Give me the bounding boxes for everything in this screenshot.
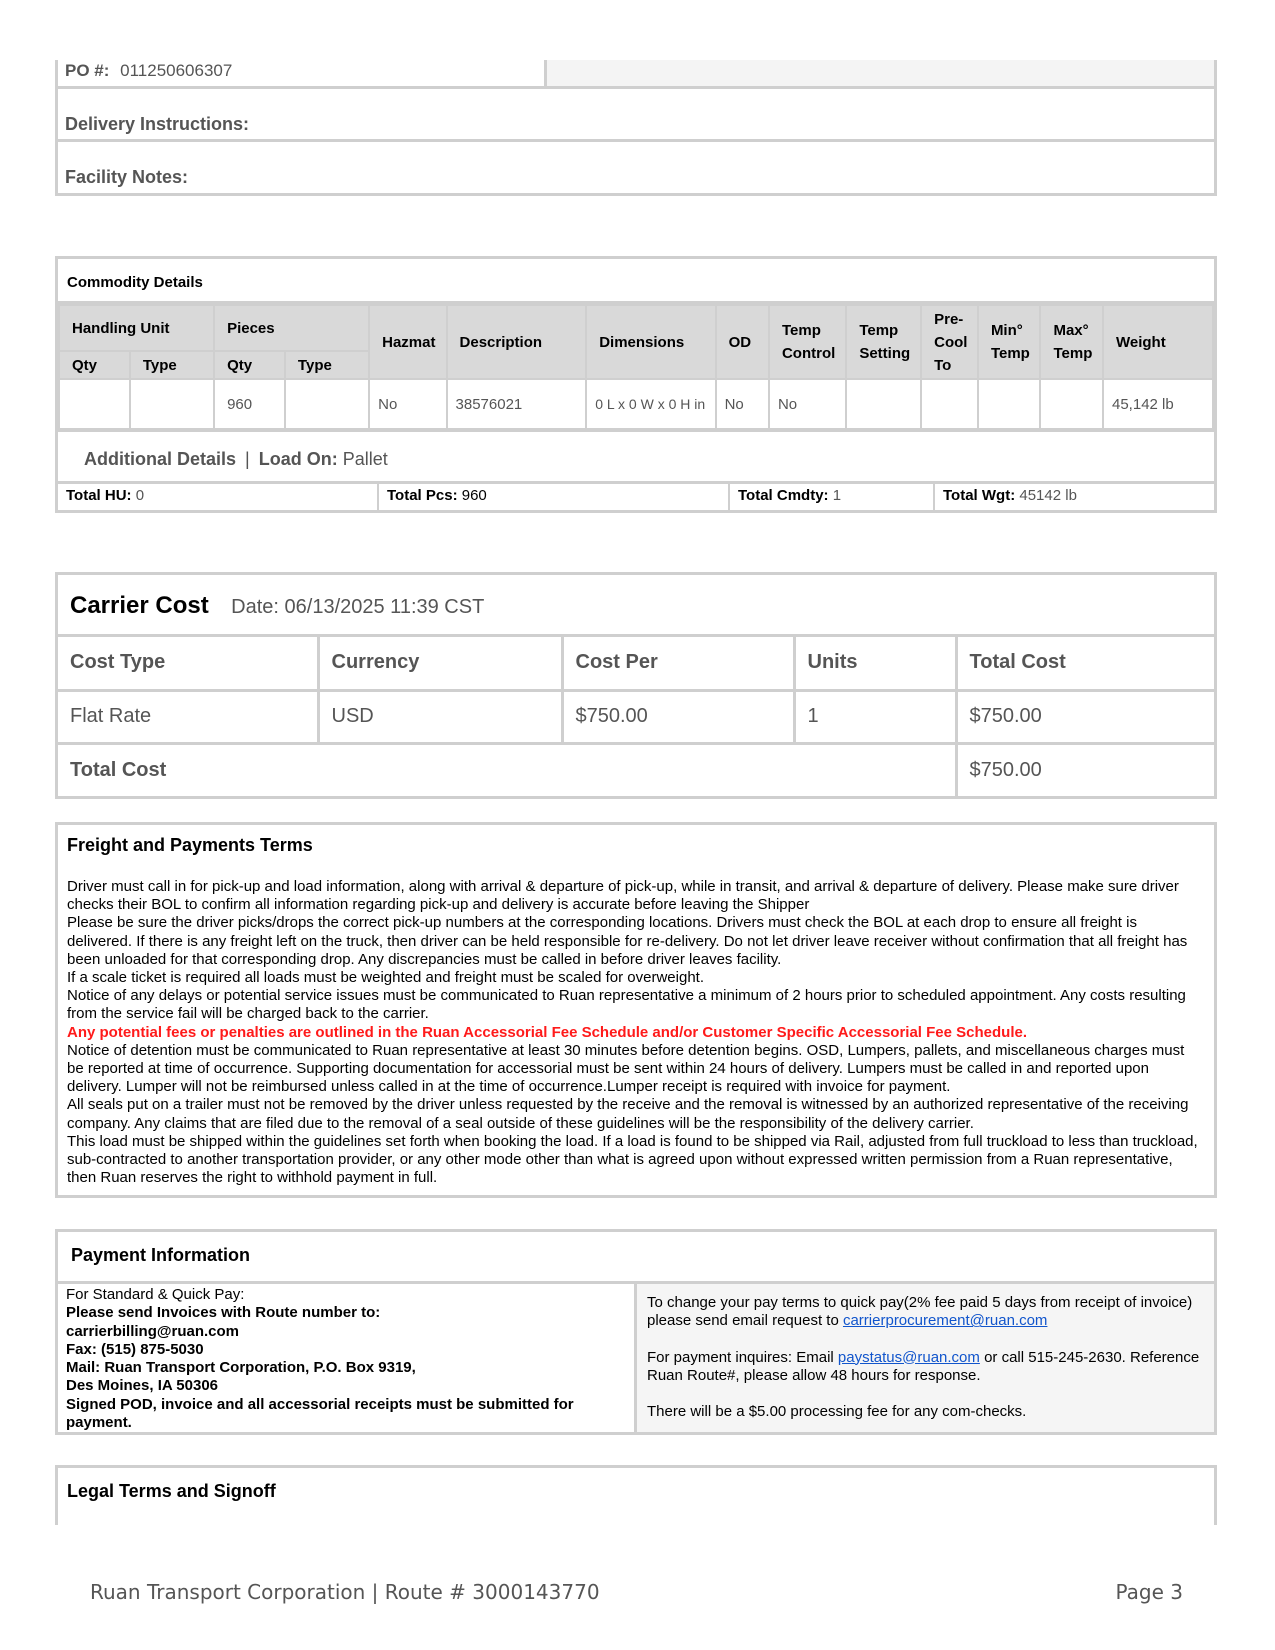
cell-pre-cool [921, 379, 978, 429]
billing-mail-line-1: Mail: Ruan Transport Corporation, P.O. Box 9319, [66, 1359, 416, 1377]
total-hu-value: 0 [135, 487, 145, 504]
payment-title: Payment Information [58, 1232, 1214, 1284]
table-row [58, 690, 1214, 743]
additional-details-label: Additional Details [84, 449, 237, 469]
header-pre-cool: Pre-Cool To [921, 305, 978, 379]
total-wgt-value: 45142 lb [1019, 487, 1077, 504]
header-hu-qty: Qty [59, 351, 130, 379]
cost-cell-cost-per: $750.00 [562, 690, 794, 743]
cell-hu-qty [59, 379, 130, 429]
total-wgt [935, 484, 1214, 510]
pay-requirement: Signed POD, invoice and all accessorial receipts must be submitted for payment. [66, 1395, 574, 1432]
header-min-temp: Min° Temp [978, 305, 1041, 379]
header-handling-unit: Handling Unit [59, 305, 214, 351]
cell-description: 38576021 [447, 379, 587, 429]
terms-paragraph: If a scale ticket is required all loads must be weighted and freight must be scaled for overweight. [67, 969, 704, 987]
cell-od: No [716, 379, 769, 429]
total-pcs-value: 960 [461, 487, 487, 504]
pay-line: For Standard & Quick Pay: [66, 1286, 245, 1303]
commodity-table [58, 304, 1214, 430]
terms-paragraph: Please be sure the driver picks/drops the correct pick-up numbers at the corresponding locations. Drivers must check the BOL at each drop to ensure all freight is delivered. If there is any freight left on the truck, then driver can be held responsible for re-delivery. Do not let driver leave receiver without confirmation that all freight has been unloaded for that corresponding drop. Any discrepancies must be called in before driver leaves facility. [67, 914, 1188, 968]
total-wgt-label: Total Wgt: [943, 487, 1016, 504]
total-hu-label: Total HU: [66, 487, 132, 504]
cell-pc-qty: 960 [214, 379, 285, 429]
cell-hu-type [130, 379, 214, 429]
payment-information-section [55, 1229, 1217, 1435]
cost-cell-total-cost: $750.00 [956, 690, 1214, 743]
cost-total-value: $750.00 [956, 743, 1214, 796]
payment-invoice-instructions [58, 1284, 637, 1432]
payment-inquiry-info [647, 1349, 1206, 1386]
payment-contact-info [637, 1284, 1214, 1432]
additional-details-separator: | [245, 449, 250, 469]
header-hazmat: Hazmat [369, 305, 446, 379]
billing-fax: Fax: (515) 875-5030 [66, 1340, 204, 1358]
header-pc-type: Type [285, 351, 369, 379]
delivery-instructions-label: Delivery Instructions: [65, 114, 250, 134]
carrier-cost-title: Carrier Cost [70, 592, 209, 619]
cell-max-temp [1040, 379, 1103, 429]
legal-terms-section [55, 1465, 1217, 1525]
total-cmdty-label: Total Cmdty: [738, 487, 829, 504]
cell-weight: 45,142 lb [1103, 379, 1213, 429]
billing-mail-line-2: Des Moines, IA 50306 [66, 1377, 219, 1395]
header-od: OD [716, 305, 769, 379]
terms-paragraph: All seals put on a trailer must not be removed by the driver unless requested by the receive and the removal is witnessed by an authorized representative of the receiving company. Any claims that are filed due to the removal of a seal outside of these guidelines will be the responsibility of the delivery carrier. [67, 1096, 1189, 1132]
po-row [58, 60, 1214, 89]
additional-details-row [58, 430, 1214, 484]
load-on-value: Pallet [342, 449, 388, 469]
header-temp-control: Temp Control [769, 305, 846, 379]
po-cell [58, 60, 544, 86]
carrier-cost-date: Date: 06/13/2025 11:39 CST [231, 596, 485, 618]
facility-notes-label: Facility Notes: [65, 167, 189, 187]
carrier-cost-table [58, 637, 1214, 796]
load-on-label: Load On: [258, 449, 338, 469]
quick-pay-info [647, 1294, 1206, 1331]
paystatus-email-link[interactable]: paystatus@ruan.com [837, 1348, 980, 1366]
total-hu [58, 484, 379, 510]
cost-header-units: Units [794, 637, 956, 690]
delivery-instructions-row [58, 89, 1214, 142]
cell-hazmat: No [369, 379, 446, 429]
total-pcs-label: Total Pcs: [387, 487, 458, 504]
cost-total-label: Total Cost [58, 743, 956, 796]
total-cmdty-value: 1 [832, 487, 842, 504]
carrier-cost-header [58, 575, 1214, 637]
cost-cell-currency: USD [318, 690, 562, 743]
cell-pc-type [285, 379, 369, 429]
billing-email: carrierbilling@ruan.com [66, 1322, 240, 1340]
header-weight: Weight [1103, 305, 1213, 379]
header-description: Description [447, 305, 587, 379]
cost-header-cost-type: Cost Type [58, 637, 318, 690]
commodity-details-section [55, 256, 1217, 513]
comcheck-fee-note: There will be a $5.00 processing fee for any com-checks. [647, 1403, 1027, 1421]
cost-cell-units: 1 [794, 690, 956, 743]
terms-paragraph: Driver must call in for pick-up and load information, along with arrival & departure of pick-up, while in transit, and arrival & departure of delivery. Please make sure driver checks their BOL to confirm all information regarding pick-up and delivery is accurate before leaving the Shipper [67, 878, 1179, 914]
carrier-cost-header-row [58, 637, 1214, 690]
header-pc-qty: Qty [214, 351, 285, 379]
header-dimensions: Dimensions [586, 305, 715, 379]
commodity-title: Commodity Details [58, 259, 1214, 304]
header-temp-setting: Temp Setting [846, 305, 921, 379]
terms-fee-notice: Any potential fees or penalties are outlined in the Ruan Accessorial Fee Schedule and/or Customer Specific Accessorial Fee Schedule. [67, 1023, 1028, 1041]
inquiry-text-after: or call 515-245-2630. Reference Ruan Route#, please allow 48 hours for response. [647, 1348, 1200, 1384]
po-row-empty-cell [544, 60, 1214, 86]
commodity-row [59, 379, 1213, 429]
commodity-totals-row [58, 484, 1214, 510]
carrier-cost-total-row [58, 743, 1214, 796]
cost-header-cost-per: Cost Per [562, 637, 794, 690]
header-hu-type: Type [130, 351, 214, 379]
inquiry-text-before: For payment inquires: Email [647, 1348, 834, 1366]
terms-paragraph: Notice of detention must be communicated to Ruan representative at least 30 minutes before detention begins. OSD, Lumpers, pallets, and miscellaneous charges must be reported at time of occurrence. Supporting documentation for accessorial must be sent within 24 hours of delivery. Lumpers must be called in and reported upon delivery. Lumper will not be reimbursed unless called in at the time of occurrence.Lumper receipt is required with invoice for payment. [67, 1041, 1185, 1096]
pay-line: Please send Invoices with Route number to: [66, 1304, 381, 1322]
header-pieces: Pieces [214, 305, 369, 351]
cost-cell-cost-type: Flat Rate [58, 690, 318, 743]
freight-terms-section [55, 822, 1217, 1198]
terms-paragraph: Notice of any delays or potential service issues must be communicated to Ruan representative a minimum of 2 hours prior to scheduled appointment. Any costs resulting from the service fail will be charged back to the carrier. [67, 987, 1186, 1023]
total-pcs [379, 484, 730, 510]
freight-terms-title: Freight and Payments Terms [67, 835, 313, 855]
facility-notes-row [58, 142, 1214, 193]
cost-header-currency: Currency [318, 637, 562, 690]
po-value: 011250606307 [120, 61, 233, 80]
total-cmdty [730, 484, 935, 510]
cell-min-temp [978, 379, 1041, 429]
header-max-temp: Max° Temp [1040, 305, 1103, 379]
shipment-info-block [55, 60, 1217, 196]
cell-temp-control: No [769, 379, 846, 429]
cell-temp-setting [846, 379, 921, 429]
po-label: PO #: [65, 61, 110, 80]
carrier-cost-section [55, 572, 1217, 799]
legal-terms-title: Legal Terms and Signoff [67, 1481, 276, 1501]
terms-paragraph: This load must be shipped within the guidelines set forth when booking the load. If a load is found to be shipped via Rail, adjusted from full truckload to less than truckload, sub-contracted to another transportation provider, or any other mode other than what is agreed upon without expressed written permission from a Ruan representative, then Ruan reserves the right to withhold payment in full. [67, 1132, 1198, 1187]
cell-dimensions: 0 L x 0 W x 0 H in [586, 379, 715, 429]
quick-pay-text: To change your pay terms to quick pay(2% fee paid 5 days from receipt of invoice) please send email request to [647, 1294, 1193, 1330]
footer-company-route: Ruan Transport Corporation | Route # 3000143770 [90, 1580, 600, 1604]
quick-pay-email-link[interactable]: carrierprocurement@ruan.com [842, 1312, 1048, 1330]
cost-header-total-cost: Total Cost [956, 637, 1214, 690]
footer-page-number: Page 3 [1115, 1580, 1183, 1604]
